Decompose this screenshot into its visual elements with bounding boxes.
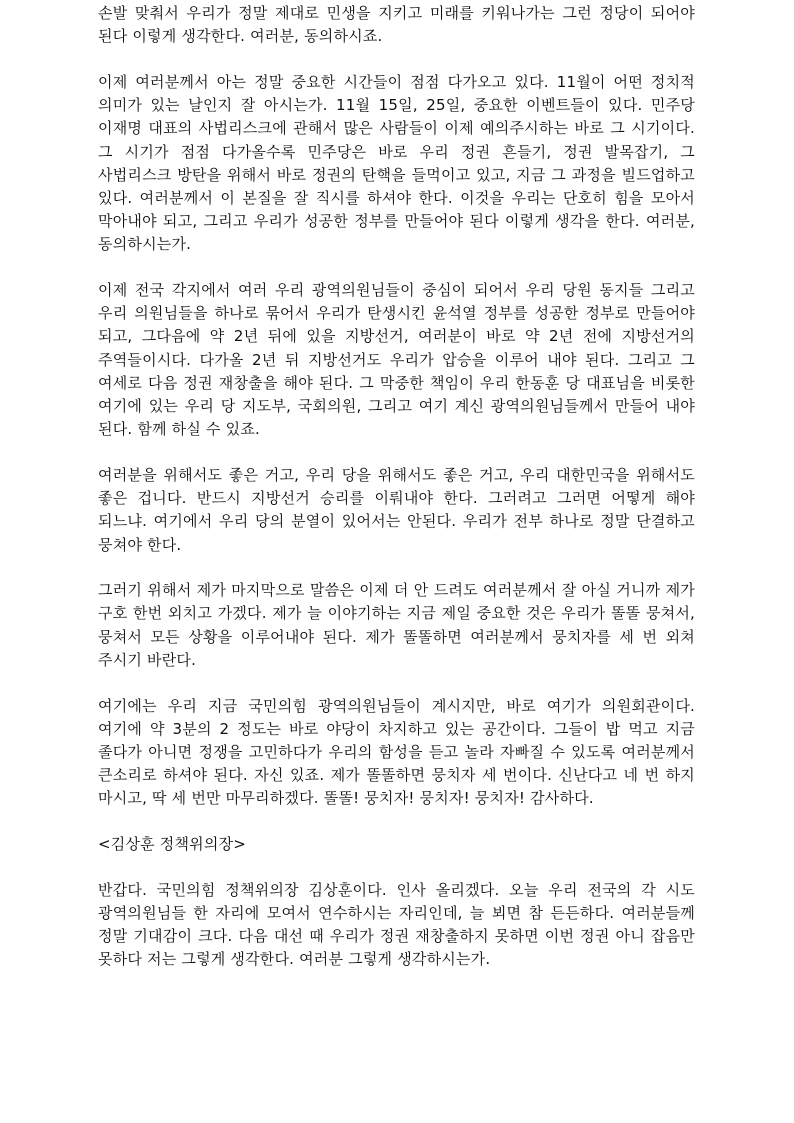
paragraph-2: 이제 여러분께서 아는 정말 중요한 시간들이 점점 다가오고 있다. 11월이 어떤 정치적 의미가 있는 날인지 잘 아시는가. 11월 15일, 25일, 중요한 이벤트들이 있다. 민주당 이재명 대표의 사법리스크에 관해서 많은 사람들이 이제 예의주시하는 바로 그 시기이다. 그 시기가 점점 다가올수록 민주당은 바로 우리 정권 흔들기, 정권 발목잡기, 그 사법리스크 방탄을 위해서 바로 정권의 탄핵을 들먹이고 있고, 지금 그 과정을 빌드업하고 있다. 여러분께서 이 본질을 잘 직시를 하셔야 한다. 이것을 우리는 단호히 힘을 모아서 막아내야 되고, 그리고 우리가 성공한 정부를 만들어야 된다 이렇게 생각을 한다. 여러분, 동의하시는가. <box>98 72 695 254</box>
paragraph-4: 여러분을 위해서도 좋은 거고, 우리 당을 위해서도 좋은 거고, 우리 대한민국을 위해서도 좋은 겁니다. 반드시 지방선거 승리를 이뤄내야 한다. 그러려고 그러면 어떻게 해야 되느냐. 여기에서 우리 당의 분열이 있어서는 안된다. 우리가 전부 하나로 정말 단결하고 뭉쳐야 한다. <box>98 465 695 554</box>
paragraph-1: 손발 맞춰서 우리가 정말 제대로 민생을 지키고 미래를 키워나가는 그런 정당이 되어야 된다 이렇게 생각한다. 여러분, 동의하시죠. <box>98 4 695 46</box>
paragraph-5: 그러기 위해서 제가 마지막으로 말씀은 이제 더 안 드려도 여러분께서 잘 아실 거니까 제가 구호 한번 외치고 가겠다. 제가 늘 이야기하는 지금 제일 중요한 것은 우리가 똘똘 뭉쳐서, 뭉쳐서 모든 상황을 이루어내야 된다. 제가 똘똘하면 여러분께서 뭉치자를 세 번 외쳐 주시기 바란다. <box>98 581 695 669</box>
paragraph-3: 이제 전국 각지에서 여러 우리 광역의원님들이 중심이 되어서 우리 당원 동지들 그리고 우리 의원님들을 하나로 묶어서 우리가 탄생시킨 윤석열 정부를 성공한 정부로 만들어야 되고, 그다음에 약 2년 뒤에 있을 지방선거, 여러분이 바로 약 2년 전에 지방선거의 주역들이시다. 다가올 2년 뒤 지방선거도 우리가 압승을 이루어 내야 된다. 그리고 그 여세로 다음 정권 재창출을 해야 된다. 그 막중한 책임이 우리 한동훈 당 대표님을 비롯한 여기에 있는 우리 당 지도부, 국회의원, 그리고 여기 계신 광역의원님들께서 만들어 내야 된다. 함께 하실 수 있죠. <box>98 281 695 439</box>
paragraph-6: 여기에는 우리 지금 국민의힘 광역의원님들이 계시지만, 바로 여기가 의원회관이다. 여기에 약 3분의 2 정도는 바로 야당이 차지하고 있는 공간이다. 그들이 밥 먹고 지금 졸다가 아니면 정쟁을 고민하다가 우리의 함성을 듣고 놀라 자빠질 수 있도록 여러분께서 큰소리로 하셔야 된다. 자신 있죠. 제가 똘똘하면 뭉치자 세 번이다. 신난다고 네 번 하지 마시고, 딱 세 번만 마무리하겠다. 똘똘! 뭉치자! 뭉치자! 뭉치자! 감사하다. <box>98 696 695 808</box>
closing-paragraph: 반갑다. 국민의힘 정책위의장 김상훈이다. 인사 올리겠다. 오늘 우리 전국의 각 시도 광역의원님들 한 자리에 모여서 연수하시는 자리인데, 늘 뵈면 참 든든하다. 여러분들께 정말 기대감이 크다. 다음 대선 때 우리가 정권 재창출하지 못하면 이번 정권 아니 잡음만 못하다 저는 그렇게 생각한다. 여러분 그렇게 생각하시는가. <box>98 880 695 969</box>
speaker-heading: <김상훈 정책위의장> <box>98 835 247 854</box>
document-body <box>98 2 695 994</box>
